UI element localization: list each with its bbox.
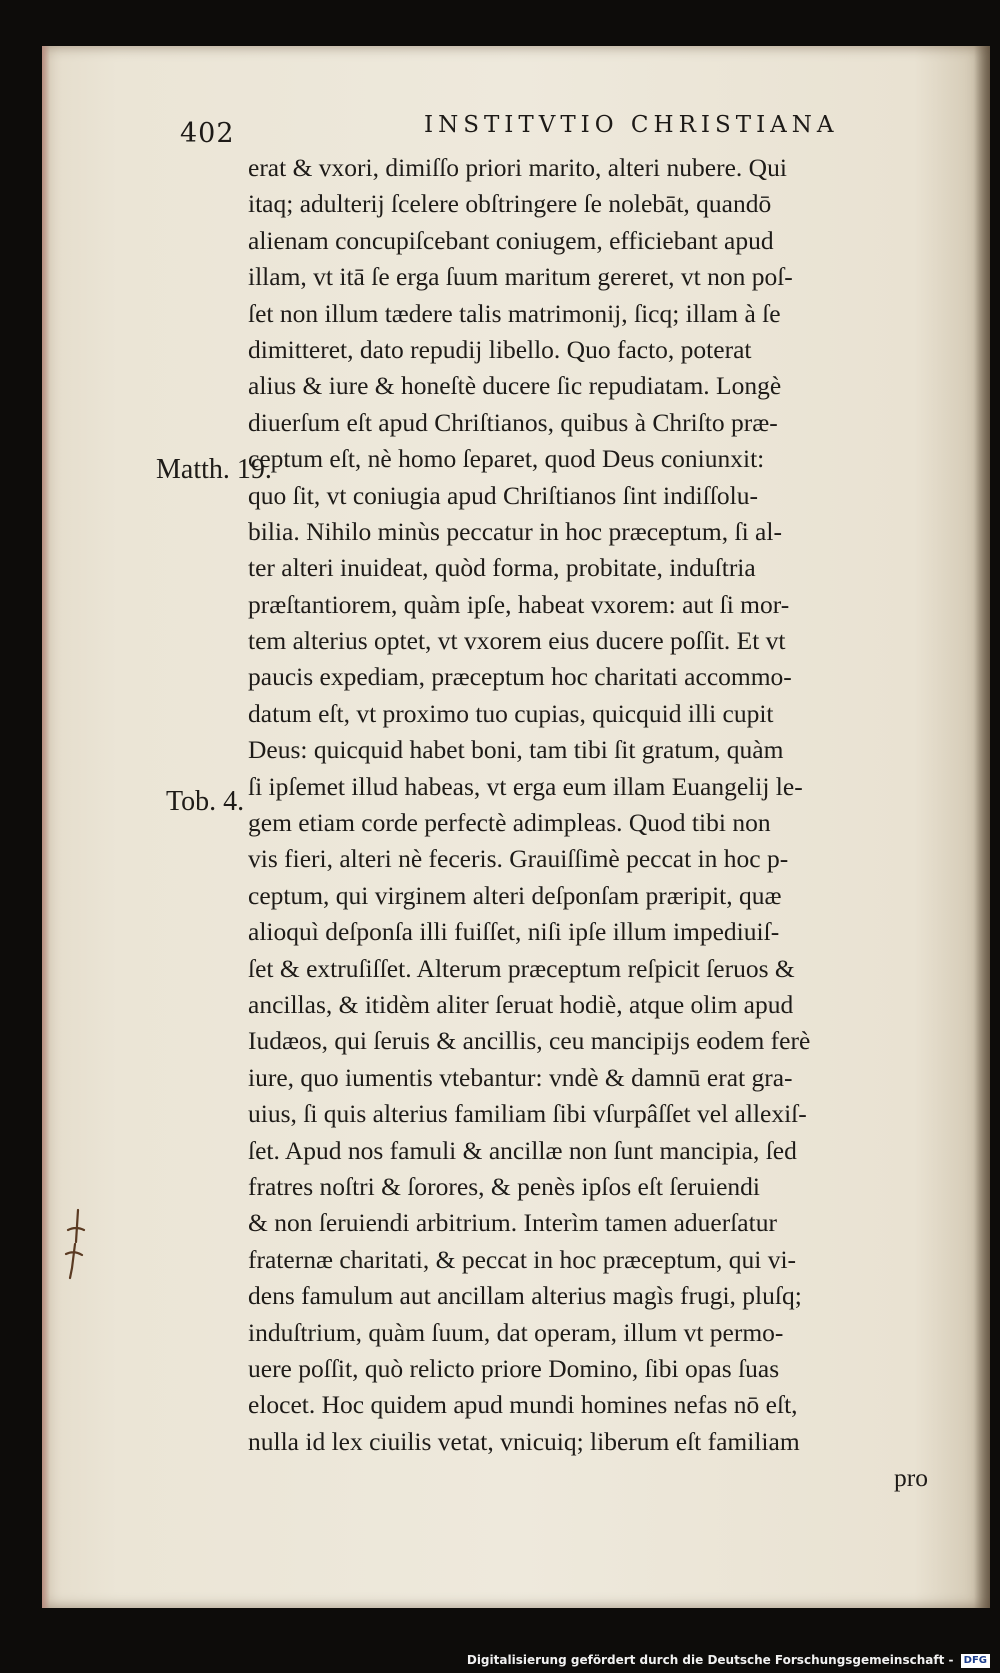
catchword: pro	[894, 1463, 928, 1493]
handwritten-mark-icon	[60, 1208, 90, 1292]
text-line: quo ſit, vt coniugia apud Chriſtianos ſint indiſſolu-	[248, 480, 758, 510]
text-line: bilia. Nihilo minùs peccatur in hoc præceptum, ſi al-	[248, 516, 782, 546]
text-line: diuerſum eſt apud Chriſtianos, quibus à Chriſto præ-	[248, 407, 778, 437]
marginal-note-matthew: Matth. 19.	[156, 454, 272, 485]
body-text	[248, 150, 928, 1496]
page-number: 402	[180, 118, 235, 149]
text-line: illam, vt itā ſe erga ſuum maritum gereret, vt non poſ-	[248, 262, 793, 292]
text-line: uius, ſi quis alterius familiam ſibi vſurpâſſet vel allexiſ-	[248, 1099, 807, 1129]
page-fore-edge	[974, 46, 990, 1608]
text-line: erat & vxori, dimiſſo priori marito, alteri nubere. Qui	[248, 153, 787, 182]
text-line: fraternæ charitati, & peccat in hoc præceptum, qui vi-	[248, 1244, 797, 1274]
text-line: Iudæos, qui ſeruis & ancillis, ceu mancipijs eodem ferè	[248, 1026, 811, 1056]
text-line: dimitteret, dato repudij libello. Quo facto, poterat	[248, 334, 752, 364]
marginal-note-tobit: Tob. 4.	[166, 786, 245, 817]
text-line: itaq; adulterij ſcelere obſtringere ſe nolebāt, quandō	[248, 189, 772, 219]
text-line: alienam concupiſcebant coniugem, efficiebant apud	[248, 225, 774, 255]
text-line: ter alteri inuideat, quòd forma, probitate, induſtria	[248, 553, 756, 583]
text-line: Deus: quicquid habet boni, tam tibi ſit gratum, quàm	[248, 735, 784, 765]
text-line: præſtantiorem, quàm ipſe, habeat vxorem: aut ſi mor-	[248, 589, 790, 619]
digitization-credit	[463, 1649, 994, 1671]
text-line: gem etiam corde perfectè adimpleas. Quod tibi non	[248, 808, 771, 838]
text-line: alius & iure & honeſtè ducere ſic repudiatam. Longè	[248, 371, 782, 401]
text-line: uere poſſit, quò relicto priore Domino, ſibi opas ſuas	[248, 1353, 780, 1383]
credit-text: Digitalisierung gefördert durch die Deutsche Forschungsgemeinschaft -	[466, 1653, 954, 1667]
text-line: ancillas, & itidèm aliter ſeruat hodiè, atque olim apud	[248, 989, 794, 1019]
text-line: paucis expediam, præceptum hoc charitati accommo-	[248, 662, 792, 692]
text-line: induſtrium, quàm ſuum, dat operam, illum vt permo-	[248, 1317, 784, 1347]
text-line: ſet. Apud nos famuli & ancillæ non ſunt mancipia, ſed	[248, 1135, 797, 1165]
text-line: elocet. Hoc quidem apud mundi homines nefas nō eſt,	[248, 1390, 798, 1420]
text-line: vis fieri, alteri nè feceris. Grauiſſimè peccat in hoc p-	[248, 844, 789, 874]
text-line: & non ſeruiendi arbitrium. Interìm tamen aduerſatur	[248, 1208, 777, 1238]
text-line: datum eſt, vt proximo tuo cupias, quicquid illi cupit	[248, 698, 774, 728]
text-line: tem alterius optet, vt vxorem eius ducere poſſit. Et vt	[248, 626, 786, 656]
running-head: INSTITVTIO CHRISTIANA	[424, 112, 839, 138]
text-line: nulla id lex ciuilis vetat, vnicuiq; liberum eſt familiam	[248, 1426, 800, 1456]
text-line: ſi ipſemet illud habeas, vt erga eum illam Euangelij le-	[248, 771, 803, 801]
text-line: fratres noſtri & ſorores, & penès ipſos eſt ſeruiendi	[248, 1171, 760, 1201]
dfg-logo-icon: DFG	[961, 1654, 990, 1668]
text-line: ceptum eſt, nè homo ſeparet, quod Deus coniunxit:	[248, 444, 765, 474]
text-line: alioquì deſponſa illi fuiſſet, niſi ipſe illum impediuiſ-	[248, 917, 780, 947]
text-line: dens famulum aut ancillam alterius magìs frugi, pluſq;	[248, 1281, 802, 1311]
text-line: iure, quo iumentis vtebantur: vndè & damnū erat gra-	[248, 1062, 793, 1092]
text-line: ſet & extruſiſſet. Alterum præceptum reſpicit ſeruos &	[248, 953, 795, 983]
text-line: ceptum, qui virginem alteri deſponſam præripit, quæ	[248, 880, 782, 910]
page-binding-edge	[42, 46, 50, 1608]
text-line: ſet non illum tædere talis matrimonij, ſicq; illam à ſe	[248, 298, 781, 328]
